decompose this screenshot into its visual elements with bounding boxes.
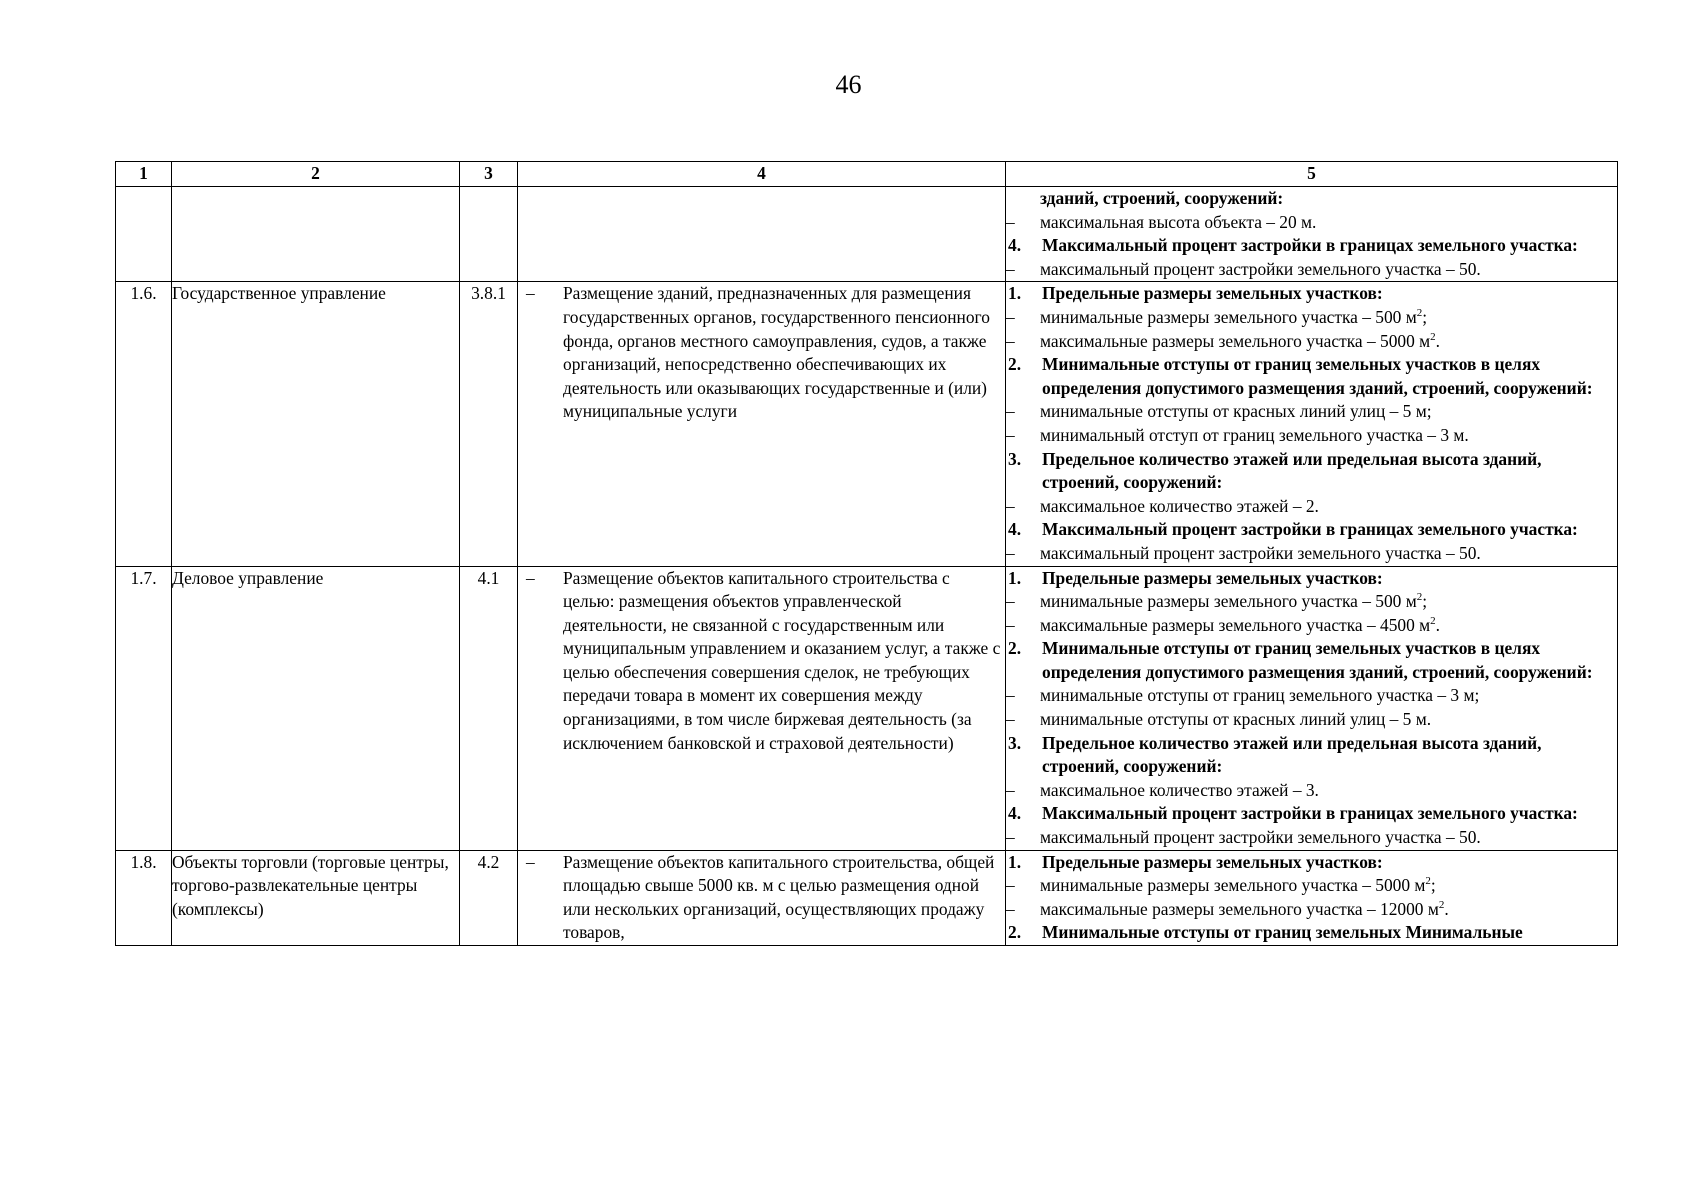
parameter-marker: 2.	[1008, 922, 1022, 943]
column-header: 3	[460, 162, 518, 187]
zoning-table	[115, 161, 1618, 946]
parameter-marker: –	[1006, 685, 1015, 706]
parameter-text	[1042, 234, 1617, 258]
parameter-heading	[1006, 851, 1617, 875]
parameter-text	[1040, 330, 1617, 354]
parameter-heading	[1006, 567, 1617, 591]
parameter-text	[1042, 567, 1617, 591]
parameter-text-main: максимальный процент застройки земельного участка – 50.	[1040, 542, 1481, 563]
parameter-text-main: минимальные размеры земельного участка – 500 м	[1040, 306, 1417, 327]
column-header: 2	[172, 162, 460, 187]
use-code	[460, 187, 518, 282]
table-row	[116, 566, 1618, 850]
parameter-text-tail: .	[1435, 330, 1440, 351]
parameter-marker: –	[1006, 401, 1015, 422]
parameter-marker: 2.	[1008, 354, 1022, 375]
parameter-marker: –	[1006, 898, 1015, 919]
parameter-text-main: максимальные размеры земельного участка – 5000 м	[1040, 330, 1431, 351]
use-code: 3.8.1	[460, 282, 518, 566]
parameter-text-main: зданий, строений, сооружений:	[1040, 188, 1284, 208]
parameter-item	[1006, 590, 1617, 614]
parameter-text	[1040, 187, 1617, 211]
parameter-text	[1040, 779, 1617, 803]
table-header-row	[116, 162, 1618, 187]
parameter-text-main: Максимальный процент застройки в границах земельного участка:	[1042, 235, 1578, 256]
parameter-item	[1006, 708, 1617, 732]
parameter-text	[1040, 826, 1617, 850]
parameter-item	[1006, 306, 1617, 330]
parameter-item	[1006, 330, 1617, 354]
parameter-item	[1006, 684, 1617, 708]
parameter-marker: –	[1006, 495, 1015, 516]
table-row	[116, 850, 1618, 945]
parameter-text	[1042, 851, 1617, 875]
parameter-marker: 4.	[1008, 803, 1022, 824]
parameter-text-main: минимальные отступы от красных линий улиц – 5 м;	[1040, 401, 1432, 422]
parameter-text-tail: .	[1444, 898, 1449, 919]
parameter-text-main: минимальные размеры земельного участка – 500 м	[1040, 591, 1417, 612]
column-header: 4	[518, 162, 1006, 187]
parameter-text	[1042, 802, 1617, 826]
parameter-text	[1040, 684, 1617, 708]
use-description: Размещение объектов капитального строительства, общей площадью свыше 5000 кв. м с целью размещения одной или нескольких организаций, осуществляющих продажу товаров,	[563, 851, 995, 943]
parameter-text-main: максимальные размеры земельного участка – 4500 м	[1040, 614, 1431, 635]
parameter-text	[1040, 495, 1617, 519]
parameter-text-main: Минимальные отступы от границ земельных участков в целях определения допустимого размещения зданий, строений, сооружений:	[1042, 638, 1593, 682]
parameter-heading	[1006, 187, 1617, 211]
parameters-cell	[1006, 282, 1618, 566]
parameter-text	[1040, 708, 1617, 732]
parameter-marker: –	[1006, 330, 1015, 351]
parameter-marker: –	[1006, 779, 1015, 800]
parameter-heading	[1006, 282, 1617, 306]
parameter-text-main: максимальная высота объекта – 20 м.	[1040, 211, 1317, 232]
parameter-heading	[1006, 353, 1617, 400]
superscript: 2	[1416, 591, 1423, 604]
parameter-heading	[1006, 234, 1617, 258]
parameter-text	[1042, 518, 1617, 542]
use-description-cell	[518, 566, 1006, 850]
parameter-text	[1040, 306, 1617, 330]
parameter-marker: 4.	[1008, 519, 1022, 540]
parameter-marker: –	[1006, 875, 1015, 896]
parameter-marker: –	[1006, 827, 1015, 848]
superscript: 2	[1425, 875, 1431, 888]
parameter-marker: 4.	[1008, 235, 1022, 256]
parameter-heading	[1006, 732, 1617, 779]
parameter-text-main: максимальное количество этажей – 3.	[1040, 779, 1319, 800]
parameter-text-main: Максимальный процент застройки в границах земельного участка:	[1042, 519, 1578, 540]
use-description-cell	[518, 282, 1006, 566]
parameter-marker	[1006, 187, 1040, 211]
use-code: 4.1	[460, 566, 518, 850]
parameter-text-tail: ;	[1430, 875, 1436, 896]
parameters-cell	[1006, 566, 1618, 850]
use-name	[172, 187, 460, 282]
parameter-text-tail: .	[1435, 614, 1440, 635]
parameter-text-main: минимальный отступ от границ земельного участка – 3 м.	[1040, 424, 1469, 445]
parameter-text	[1042, 732, 1617, 779]
parameter-marker: –	[1006, 424, 1015, 445]
row-number: 1.7.	[116, 566, 172, 850]
table-row	[116, 282, 1618, 566]
parameter-text	[1042, 282, 1617, 306]
parameter-item	[1006, 898, 1617, 922]
parameter-marker: 2.	[1008, 638, 1022, 659]
parameter-item	[1006, 542, 1617, 566]
parameter-heading	[1006, 802, 1617, 826]
superscript: 2	[1438, 898, 1445, 911]
parameter-marker: –	[1006, 258, 1015, 279]
parameter-marker: –	[1006, 542, 1015, 563]
parameter-item	[1006, 495, 1617, 519]
parameter-marker: –	[1006, 211, 1015, 232]
parameter-item	[1006, 400, 1617, 424]
parameter-text	[1042, 637, 1617, 684]
use-description-cell	[518, 187, 1006, 282]
row-number	[116, 187, 172, 282]
row-number: 1.8.	[116, 850, 172, 945]
parameter-text	[1042, 448, 1617, 495]
parameter-item	[1006, 779, 1617, 803]
parameter-text	[1040, 542, 1617, 566]
use-name: Государственное управление	[172, 282, 460, 566]
parameter-text-main: Предельные размеры земельных участков:	[1042, 851, 1383, 872]
parameter-text-tail: ;	[1422, 591, 1428, 612]
description-dash: –	[526, 851, 535, 872]
parameter-text	[1040, 614, 1617, 638]
column-header: 5	[1006, 162, 1618, 187]
superscript: 2	[1430, 330, 1436, 343]
parameter-text	[1040, 590, 1617, 614]
parameter-item	[1006, 424, 1617, 448]
parameters-cell	[1006, 850, 1618, 945]
use-code: 4.2	[460, 850, 518, 945]
description-dash: –	[526, 283, 535, 304]
parameter-item	[1006, 211, 1617, 235]
parameter-text-main: Минимальные отступы от границ земельных участков в целях определения допустимого размещения зданий, строений, сооружений:	[1042, 354, 1593, 398]
use-description: Размещение зданий, предназначенных для размещения государственных органов, государственного пенсионного фонда, органов местного самоуправления, судов, а также организаций, непосредственно обеспечивающих их деятельность или оказывающих государственные и (или) муниципальные услуги	[563, 283, 990, 422]
use-description: Размещение объектов капитального строительства с целью: размещения объектов управленческой деятельности, не связанной с государственным или муниципальным управлением и оказанием услуг, а также с целью обеспечения совершения сделок, не требующих передачи товара в момент их совершения между организациями, в том числе биржевая деятельность (за исключением банковской и страховой деятельности)	[563, 567, 1001, 753]
parameter-marker: –	[1006, 306, 1015, 327]
parameter-text-main: минимальные отступы от красных линий улиц – 5 м.	[1040, 709, 1432, 730]
parameter-text-main: минимальные отступы от границ земельного участка – 3 м;	[1040, 685, 1480, 706]
use-description-cell	[518, 850, 1006, 945]
parameter-marker: 1.	[1008, 851, 1022, 872]
parameter-text	[1040, 400, 1617, 424]
parameter-item	[1006, 826, 1617, 850]
parameter-text	[1040, 211, 1617, 235]
parameter-marker: 3.	[1008, 732, 1022, 753]
column-header: 1	[116, 162, 172, 187]
parameter-text-main: максимальные размеры земельного участка – 12000 м	[1040, 898, 1439, 919]
parameter-item	[1006, 614, 1617, 638]
parameter-marker: 1.	[1008, 283, 1022, 304]
parameter-text-tail: ;	[1422, 306, 1428, 327]
parameter-text-main: максимальный процент застройки земельного участка – 50.	[1040, 258, 1481, 279]
parameter-text-main: Предельные размеры земельных участков:	[1042, 567, 1383, 588]
use-name: Объекты торговли (торговые центры, торгово-развлекательные центры (комплексы)	[172, 850, 460, 945]
parameter-text-main: Предельное количество этажей или предельная высота зданий, строений, сооружений:	[1042, 732, 1542, 777]
parameter-text-main: минимальные размеры земельного участка – 5000 м	[1040, 875, 1426, 896]
parameter-text-main: максимальное количество этажей – 2.	[1040, 495, 1319, 516]
superscript: 2	[1430, 614, 1436, 627]
parameter-text	[1040, 874, 1617, 898]
parameter-text-main: Предельное количество этажей или предельная высота зданий, строений, сооружений:	[1042, 448, 1542, 493]
description-dash: –	[526, 567, 535, 588]
parameter-marker: –	[1006, 709, 1015, 730]
parameter-marker: –	[1006, 614, 1015, 635]
use-name: Деловое управление	[172, 566, 460, 850]
table-body	[116, 187, 1618, 946]
parameter-text	[1040, 258, 1617, 282]
parameter-text-main: максимальный процент застройки земельного участка – 50.	[1040, 827, 1481, 848]
table-row	[116, 187, 1618, 282]
page-number: 46	[835, 70, 862, 99]
parameter-text	[1042, 921, 1617, 945]
parameters-cell	[1006, 187, 1618, 282]
parameter-marker: –	[1006, 591, 1015, 612]
row-number: 1.6.	[116, 282, 172, 566]
parameter-text	[1040, 898, 1617, 922]
parameter-marker: 3.	[1008, 448, 1022, 469]
parameter-heading	[1006, 518, 1617, 542]
parameter-text-main: Предельные размеры земельных участков:	[1042, 283, 1383, 304]
parameter-heading	[1006, 448, 1617, 495]
parameter-heading	[1006, 921, 1617, 945]
parameter-marker: 1.	[1008, 567, 1022, 588]
parameter-text-main: Максимальный процент застройки в границах земельного участка:	[1042, 803, 1578, 824]
parameter-text-main: Минимальные отступы от границ земельных Минимальные	[1042, 922, 1523, 943]
parameter-heading	[1006, 637, 1617, 684]
superscript: 2	[1416, 306, 1423, 319]
parameter-item	[1006, 874, 1617, 898]
parameter-item	[1006, 258, 1617, 282]
parameter-text	[1042, 353, 1617, 400]
parameter-text	[1040, 424, 1617, 448]
